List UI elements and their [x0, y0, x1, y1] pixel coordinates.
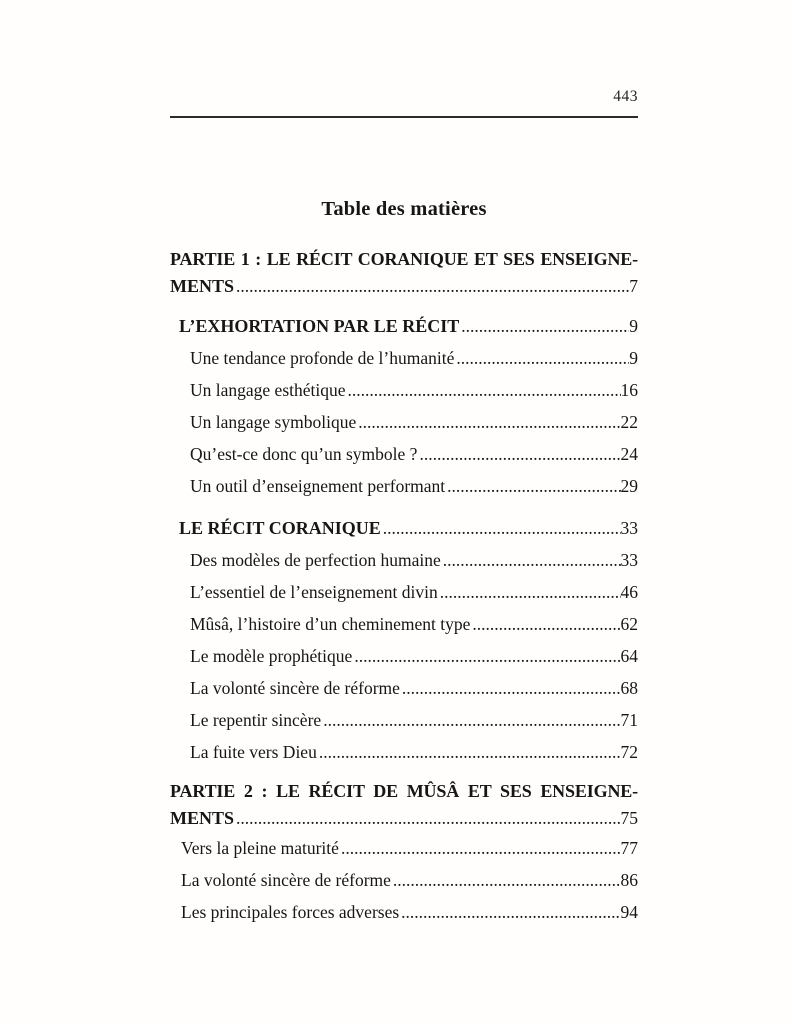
toc-page-number: 33 — [620, 518, 638, 538]
toc-entry-label: Les principales forces adverses — [181, 902, 400, 922]
toc-entry — [181, 864, 638, 896]
dot-leader — [402, 672, 621, 704]
toc-entry — [190, 406, 638, 438]
toc-entry-label: PARTIE 2 : LE RÉCIT DE MÛSÂ ET SES ENSEIGNE- — [170, 781, 638, 801]
dot-leader — [236, 273, 629, 300]
dot-leader — [358, 406, 620, 438]
page-number: 443 — [613, 88, 638, 105]
dot-leader — [443, 544, 621, 576]
toc-page-number: 62 — [620, 614, 638, 634]
table-of-contents — [170, 246, 638, 928]
toc-entry-section — [179, 512, 638, 544]
toc-entry — [190, 438, 638, 470]
dot-leader — [354, 640, 620, 672]
dot-leader — [461, 310, 629, 342]
toc-entry — [190, 640, 638, 672]
toc-entry-label: Un langage symbolique — [190, 412, 357, 432]
dot-leader — [319, 736, 621, 768]
dot-leader — [401, 896, 620, 928]
dot-leader — [393, 864, 621, 896]
toc-entry-label: L’essentiel de l’enseignement divin — [190, 582, 438, 602]
toc-entry — [190, 576, 638, 608]
toc-entry-label: Vers la pleine maturité — [181, 838, 339, 858]
toc-page-number: 72 — [620, 742, 638, 762]
toc-page-number: 68 — [620, 678, 638, 698]
toc-page-number: 9 — [629, 348, 638, 368]
toc-page-number: 77 — [620, 838, 638, 858]
toc-page-number: 86 — [620, 870, 638, 890]
dot-leader — [472, 608, 620, 640]
toc-page-number: 24 — [620, 444, 638, 464]
toc-entry-label: La volonté sincère de réforme — [181, 870, 391, 890]
toc-page-number: 94 — [620, 902, 638, 922]
toc-entry — [181, 832, 638, 864]
toc-page-number: 75 — [620, 808, 638, 828]
toc-entry-label: LE RÉCIT CORANIQUE — [179, 518, 381, 538]
toc-entry — [190, 704, 638, 736]
toc-entry — [190, 544, 638, 576]
toc-entry-part-2 — [170, 778, 638, 832]
toc-entry — [190, 736, 638, 768]
toc-entry-row — [170, 273, 638, 300]
dot-leader — [440, 576, 621, 608]
toc-page-number: 16 — [620, 380, 638, 400]
toc-page-number: 9 — [629, 316, 638, 336]
dot-leader — [341, 832, 621, 864]
toc-page-number: 46 — [620, 582, 638, 602]
toc-entry — [190, 608, 638, 640]
toc-entry-label: Un outil d’enseignement performant — [190, 476, 446, 496]
dot-leader — [323, 704, 620, 736]
toc-entry-label: Un langage esthétique — [190, 380, 346, 400]
toc-page-number: 7 — [629, 276, 638, 296]
toc-entry-label: Qu’est-ce donc qu’un symbole ? — [190, 444, 418, 464]
toc-entry-label: La fuite vers Dieu — [190, 742, 317, 762]
toc-entry-label: Des modèles de perfection humaine — [190, 550, 441, 570]
dot-leader — [236, 805, 620, 832]
toc-page-number: 29 — [620, 476, 638, 496]
toc-entry-part-1 — [170, 246, 638, 300]
toc-page-number: 33 — [620, 550, 638, 570]
dot-leader — [419, 438, 620, 470]
toc-entry-label: La volonté sincère de réforme — [190, 678, 400, 698]
running-header — [170, 86, 638, 118]
toc-entry-label: Mûsâ, l’histoire d’un cheminement type — [190, 614, 471, 634]
toc-page-number: 22 — [620, 412, 638, 432]
toc-entry-label: MENTS — [170, 276, 235, 296]
dot-leader — [383, 512, 621, 544]
toc-title: Table des matières — [321, 198, 487, 220]
toc-entry-label: PARTIE 1 : LE RÉCIT CORANIQUE ET SES ENSEIGNE- — [170, 249, 638, 269]
toc-entry-label: Une tendance profonde de l’humanité — [190, 348, 455, 368]
toc-entry-label: MENTS — [170, 808, 235, 828]
toc-page-number: 71 — [620, 710, 638, 730]
toc-entry — [181, 896, 638, 928]
toc-entry-label: Le repentir sincère — [190, 710, 322, 730]
toc-entry-label: L’EXHORTATION PAR LE RÉCIT — [179, 316, 460, 336]
toc-entry-label: Le modèle prophétique — [190, 646, 353, 666]
toc-entry-row — [170, 805, 638, 832]
toc-entry — [190, 342, 638, 374]
toc-entry — [190, 470, 638, 502]
toc-entry — [190, 374, 638, 406]
toc-page-number: 64 — [620, 646, 638, 666]
dot-leader — [348, 374, 621, 406]
dot-leader — [456, 342, 629, 374]
toc-entry — [190, 672, 638, 704]
toc-entry-section — [179, 310, 638, 342]
dot-leader — [447, 470, 620, 502]
